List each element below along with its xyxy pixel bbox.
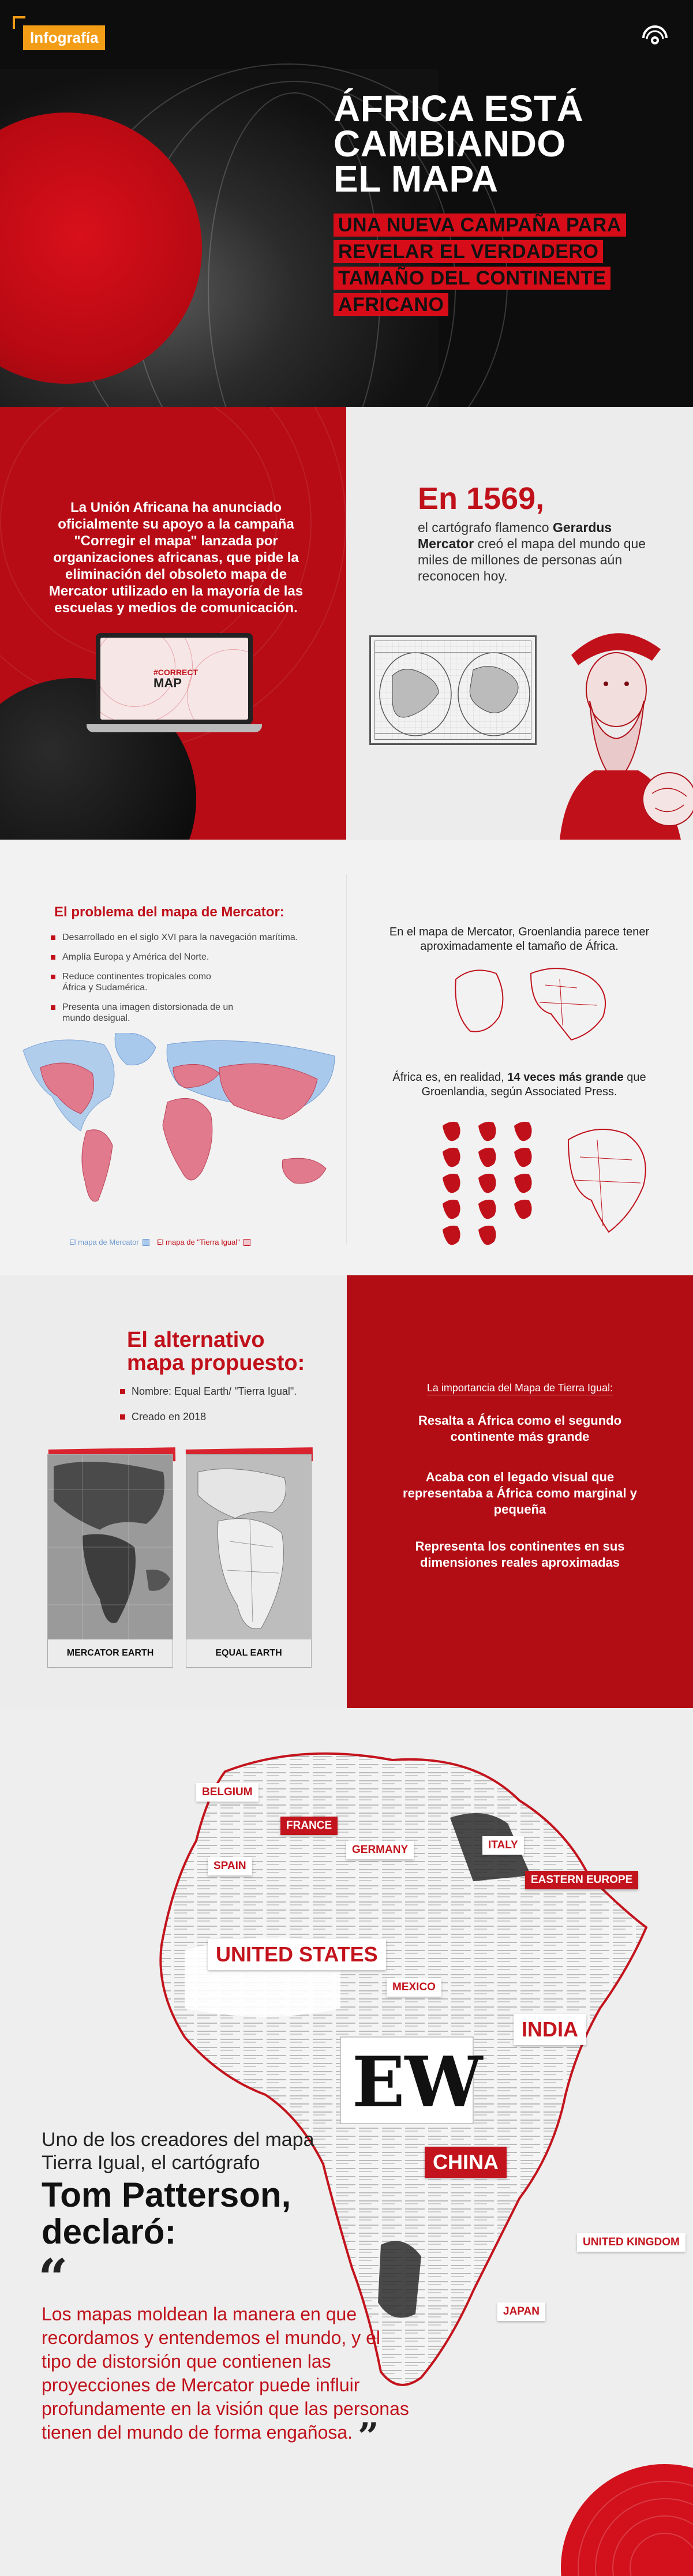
map-caption: EQUAL EARTH (186, 1639, 311, 1667)
problem-title: El problema del mapa de Mercator: (54, 904, 284, 920)
ew-headline: EW (352, 2042, 483, 2123)
greenland-text: En el mapa de Mercator, Groenlandia parece tener aproximadamente el tamaño de África. (389, 926, 650, 953)
country-label: GERMANY (346, 1841, 414, 1859)
legend-swatch-icon (244, 1239, 250, 1246)
mercator-problem-section (0, 840, 693, 1275)
alternative-title: El alternativo mapa propuesto: (127, 1328, 305, 1375)
list-item: Reduce continentes tropicales como África y Sudamérica. (51, 971, 224, 993)
importance-panel (347, 1275, 693, 1708)
subtitle-line: TAMAÑO DEL CONTINENTE (334, 267, 610, 290)
country-label: BELGIUM (196, 1783, 259, 1802)
african-union-text: La Unión Africana ha anunciado oficialmente su apoyo a la campaña "Corregir el mapa" lanzada por organizaciones africanas, que pide la eliminación del obsoleto mapa de Mercator utilizado en la mayoría de las escuelas y medios de comunicación. (48, 500, 304, 616)
infographic-tag: Infografía (23, 25, 105, 50)
open-quote-icon: “ (38, 2248, 68, 2309)
correct-the-map-logo: #CORRECT MAP (153, 668, 198, 690)
greenland-icon (443, 1148, 460, 1167)
importance-point: Representa los continentes en sus dimensiones reales aproximadas (415, 1539, 625, 1570)
quote-intro: Uno de los creadores del mapa Tierra Igual, el cartógrafo (42, 2129, 314, 2174)
quote-author: Tom Patterson, declaró: (42, 2176, 291, 2251)
country-label: CHINA (425, 2147, 507, 2178)
mercator-portrait-illustration (537, 615, 693, 840)
greenland-icon (514, 1174, 532, 1193)
campaign-section (0, 407, 693, 840)
laptop-base (87, 724, 262, 732)
greenland-icon (443, 1174, 460, 1193)
greenland-icon (514, 1122, 532, 1141)
header-section (0, 0, 693, 407)
broadcaster-logo-icon (640, 25, 670, 48)
title-line: ÁFRICA ESTÁ (334, 88, 584, 129)
greenland-icon (443, 1122, 460, 1141)
subtitle-line: REVELAR EL VERDADERO (334, 240, 603, 263)
close-quote-icon: ” (357, 2415, 379, 2458)
greenland-icon (443, 1226, 460, 1245)
country-label: MEXICO (387, 1978, 441, 1997)
country-label: ITALY (482, 1836, 524, 1855)
list-item: Desarrollado en el siglo XVI para la navegación marítima. (51, 932, 380, 943)
country-label: JAPAN (497, 2302, 545, 2321)
greenland-icon (478, 1122, 496, 1141)
list-item: Creado en 2018 (120, 1410, 297, 1423)
country-label: FRANCE (280, 1817, 338, 1835)
alternative-list (120, 1385, 297, 1436)
country-label: UNITED KINGDOM (577, 2233, 685, 2252)
legend-equal-earth: El mapa de "Tierra Igual" (157, 1238, 250, 1246)
greenland-icon (478, 1174, 496, 1193)
title-line: EL MAPA (334, 158, 499, 200)
problem-list (51, 932, 380, 1032)
greenland-icon (478, 1148, 496, 1167)
greenland-africa-outline (444, 962, 617, 1043)
decor-red-circle (561, 2464, 693, 2576)
title-line: CAMBIANDO (334, 123, 566, 164)
country-label: UNITED STATES (208, 1939, 386, 1970)
laptop-screen (96, 633, 253, 724)
subtitle-line: AFRICANO (334, 293, 448, 316)
world-map-comparison (12, 1033, 346, 1218)
greenland-icon (478, 1200, 496, 1219)
old-world-map-illustration (369, 635, 537, 745)
old-map-drawing (375, 641, 531, 740)
list-item: Nombre: Equal Earth/ "Tierra Igual". (120, 1385, 297, 1398)
list-item: Amplía Europa y América del Norte. (51, 952, 380, 963)
quote-section (0, 1708, 693, 2576)
legend-mercator: El mapa de Mercator (69, 1238, 149, 1246)
greenland-icon (514, 1200, 532, 1219)
map-caption: MERCATOR EARTH (48, 1639, 173, 1667)
legend-swatch-icon (143, 1239, 149, 1246)
country-label: SPAIN (208, 1857, 252, 1875)
alternative-map-section (0, 1275, 693, 1708)
mercator-origin-text: el cartógrafo flamenco Gerardus Mercator creó el mapa del mundo que miles de millones de personas aún reconocen hoy. (418, 520, 646, 583)
importance-point: Acaba con el legado visual que representaba a África como marginal y pequeña (403, 1470, 637, 1517)
year-heading: En 1569, (418, 481, 545, 516)
greenland-count-graphic (436, 1117, 655, 1249)
africa-size-text: África es, en realidad, 14 veces más grande que Groenlandia, según Associated Press. (392, 1071, 646, 1098)
greenland-icon (478, 1226, 496, 1245)
greenland-icon (514, 1148, 532, 1167)
list-item: Presenta una imagen distorsionada de un mundo desigual. (51, 1002, 235, 1024)
importance-heading: La importancia del Mapa de Tierra Igual: (399, 1382, 641, 1394)
country-label: EASTERN EUROPE (525, 1871, 638, 1889)
importance-point: Resalta a África como el segundo continente más grande (418, 1413, 622, 1444)
equal-earth-map (186, 1454, 312, 1668)
campaign-panel (0, 407, 346, 840)
main-title (334, 88, 657, 200)
greenland-icon (443, 1200, 460, 1219)
subtitle-line: UNA NUEVA CAMPAÑA PARA (334, 214, 626, 237)
country-label: INDIA (514, 2014, 586, 2045)
quote-text: Los mapas moldean la manera en que recordamos y entendemos el mundo, y el tipo de distorsión que contienen las proyecciones de Mercator puede influir profundamente en la visión que las personas tienen del mundo de forma engañosa. ” (42, 2304, 409, 2458)
divider (346, 874, 347, 1244)
subtitle (334, 214, 657, 320)
mercator-earth-map (47, 1454, 173, 1668)
